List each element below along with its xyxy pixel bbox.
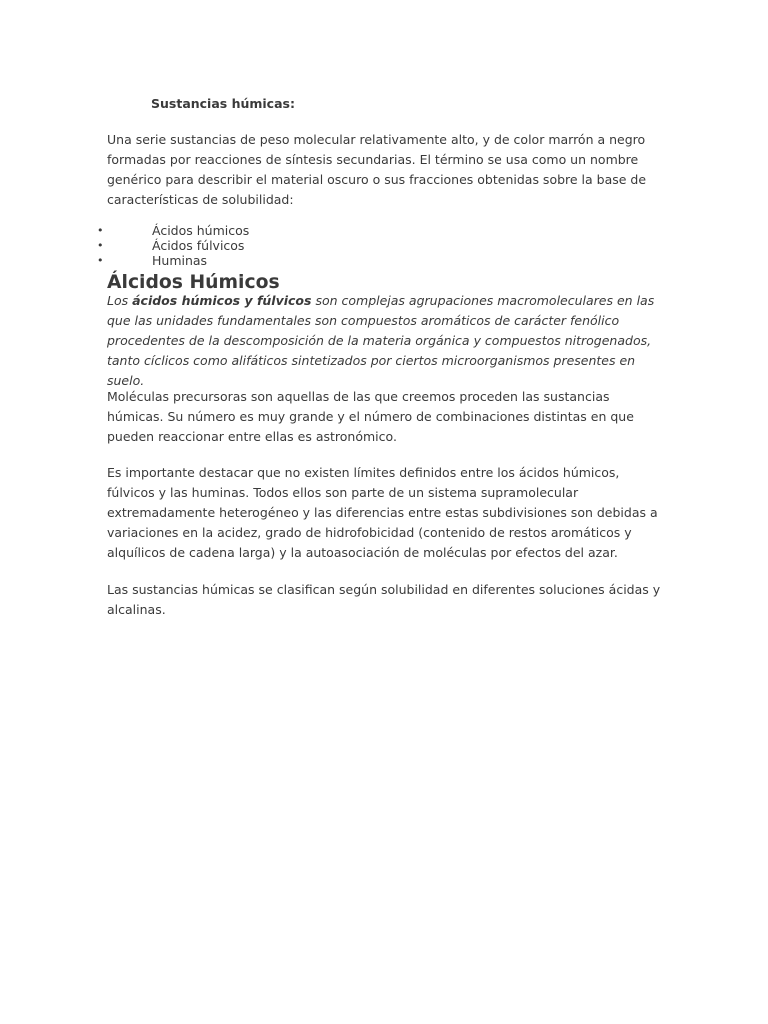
limits-paragraph: Es importante destacar que no existen límites definidos entre los ácidos húmicos, fúlvicos y las huminas. Todos ellos son parte de un sistema supramolecular extremadamente heterogéneo y las diferencias entre estas subdivisiones son debidas a variaciones en la acidez, grado de hidrofobicidad (contenido de restos aromáticos y alquílicos de cadena larga) y la autoasociación de moléculas por efectos del azar. [107, 465, 658, 560]
list-item-label: Ácidos fúlvicos [152, 238, 245, 253]
list-item-label: Ácidos húmicos [152, 223, 250, 238]
intro-paragraph: Una serie sustancias de peso molecular relativamente alto, y de color marrón a negro formadas por reacciones de síntesis secundarias. El término se usa como un nombre genérico para describir el material oscuro o sus fracciones obtenidas sobre la base de características de solubilidad: [107, 132, 647, 207]
italic-prefix: Los [107, 293, 133, 308]
list-item-label: Huminas [152, 253, 208, 268]
document-title: Sustancias húmicas: [151, 96, 295, 111]
bullet-icon: • [97, 254, 104, 267]
bold-term: ácidos húmicos y fúlvicos [132, 293, 312, 308]
bullet-icon: • [97, 224, 104, 237]
italic-paragraph [107, 291, 663, 391]
precursors-paragraph: Moléculas precursoras son aquellas de las que creemos proceden las sustancias húmicas. Su número es muy grande y el número de combinaciones distintas en que pueden reaccionar entre ellas es astronómico. [107, 389, 634, 444]
bullet-icon: • [97, 239, 104, 252]
classification-paragraph: Las sustancias húmicas se clasifican según solubilidad en diferentes soluciones ácidas y alcalinas. [107, 582, 661, 617]
section-title: Álcidos Húmicos [107, 272, 280, 293]
italic-rest: son complejas agrupaciones macromoleculares en las que las unidades fundamentales son compuestos aromáticos de carácter fenólico procedentes de la descomposición de la materia orgánica y compuestos nitrogenados, tanto cíclicos como alifáticos sintetizados por ciertos microorganismos presentes en suelo. [107, 293, 655, 388]
